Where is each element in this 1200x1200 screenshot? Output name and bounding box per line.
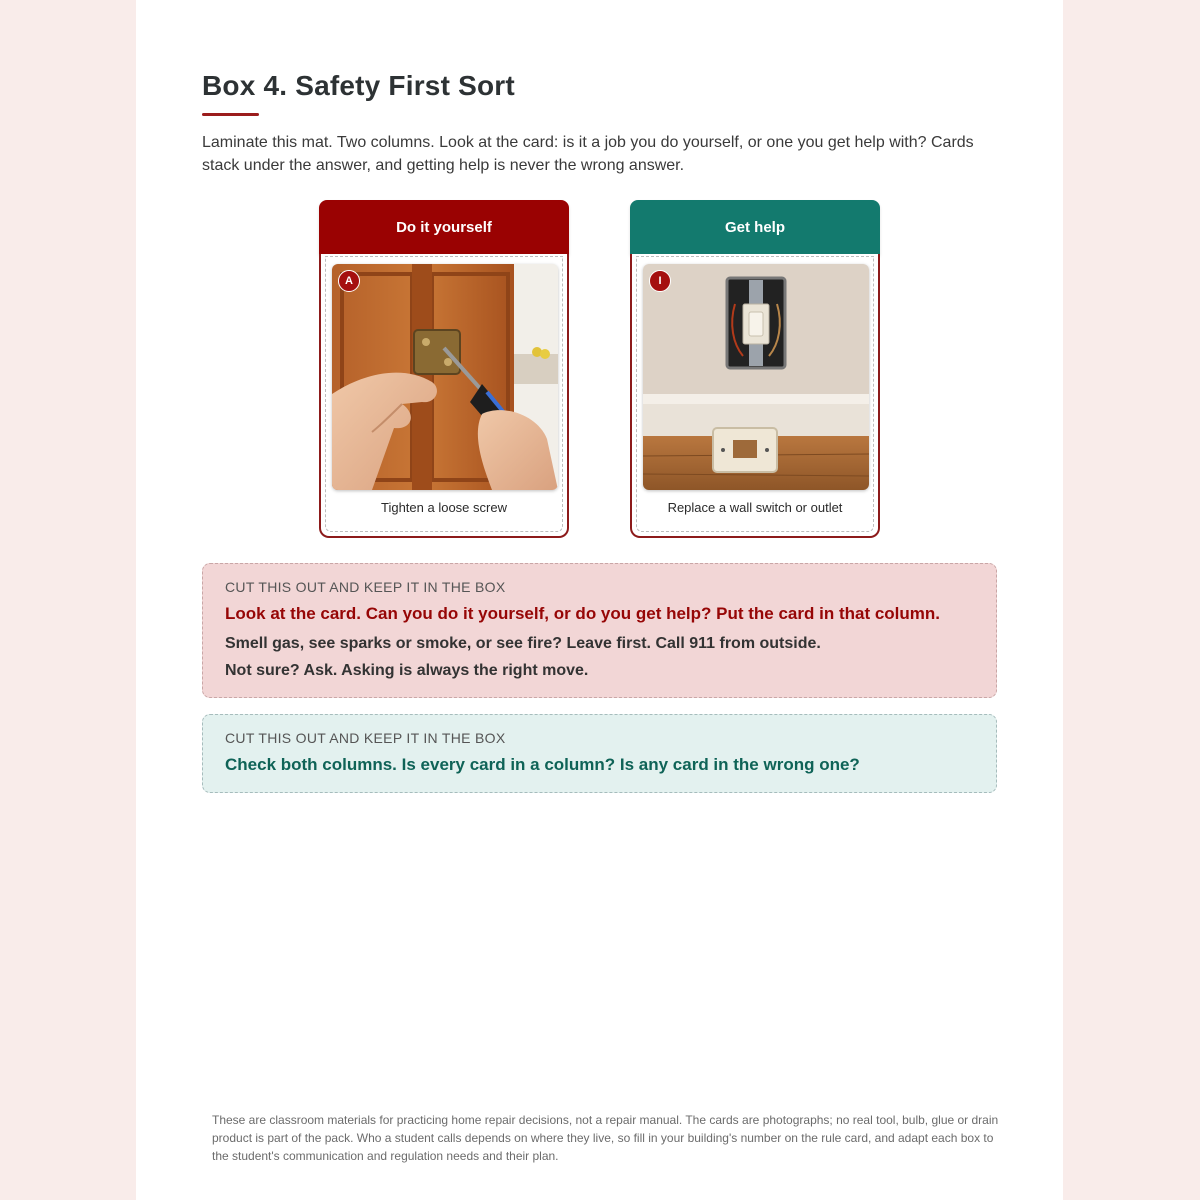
card-badge: I (649, 270, 671, 292)
rule-safety-line: Smell gas, see sparks or smoke, or see fire? Leave first. Call 911 from outside. (225, 635, 821, 652)
cabinet-hinge-screwdriver-photo (332, 264, 558, 490)
worksheet-page (136, 0, 1063, 1200)
rule-ask-line: Not sure? Ask. Asking is always the right move. (225, 662, 589, 679)
card-badge: A (338, 270, 360, 292)
wall-switch-outlet-photo (643, 264, 869, 490)
rule-check-instruction: Check both columns. Is every card in a column? Is any card in the wrong one? (225, 755, 860, 774)
page-title: Box 4. Safety First Sort (202, 70, 515, 101)
column-header-diy: Do it yourself (319, 200, 569, 254)
rule-main-instruction: Look at the card. Can you do it yourself, or do you get help? Put the card in that column. (225, 604, 940, 623)
rule-card-sort (202, 563, 997, 698)
footer-disclaimer: These are classroom materials for practicing home repair decisions, not a repair manual. The cards are photographs; no real tool, bulb, glue or drain product is part of the pack. Who a student calls depends on where they live, so fill in your building's number on the rule card, and adapt each box to the student's communication and regulation needs and their plan. (212, 1113, 999, 1163)
column-body-diy (319, 254, 569, 538)
intro-text: Laminate this mat. Two columns. Look at the card: is it a job you do yourself, or one you get help with? Cards stack under the answer, and getting help is never the wrong answer. (202, 134, 974, 174)
column-header-help: Get help (630, 200, 880, 254)
column-get-help (630, 200, 880, 538)
card-caption: Tighten a loose screw (381, 500, 507, 515)
column-do-it-yourself (319, 200, 569, 538)
cut-out-label: CUT THIS OUT AND KEEP IT IN THE BOX (225, 579, 506, 595)
title-underline (202, 113, 259, 116)
rule-card-check (202, 714, 997, 793)
card-caption: Replace a wall switch or outlet (667, 500, 843, 515)
column-body-help (630, 254, 880, 538)
cut-out-label: CUT THIS OUT AND KEEP IT IN THE BOX (225, 730, 506, 746)
